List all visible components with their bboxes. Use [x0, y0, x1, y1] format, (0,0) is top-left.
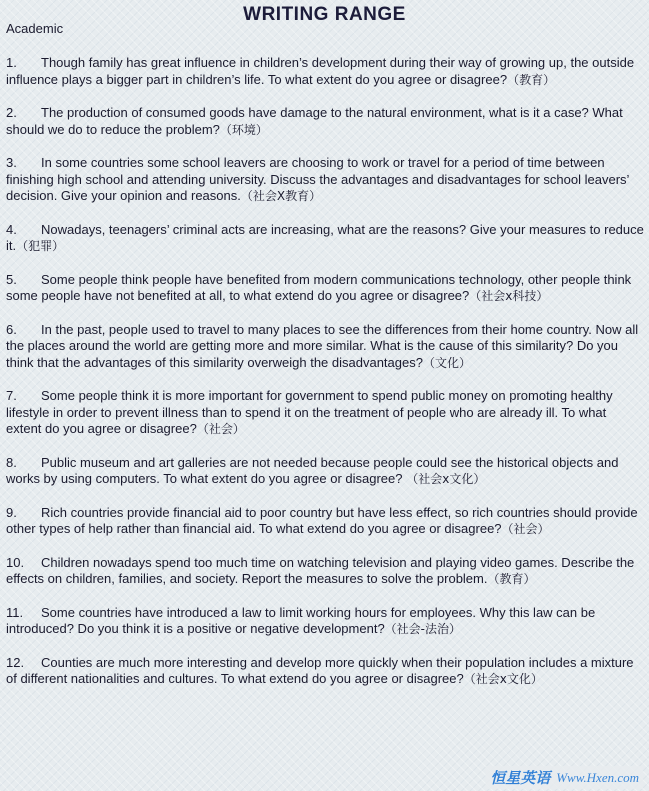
topic-category: （社会） [196, 422, 245, 436]
topic-number: 12. [6, 654, 25, 670]
topic-item [6, 55, 644, 88]
topic-category: （社会x文化） [463, 672, 543, 686]
topic-item [6, 222, 644, 255]
topic-list [6, 55, 644, 705]
topic-category: （社会-法治） [384, 622, 462, 636]
topic-number: 1. [6, 55, 17, 70]
topic-category: （环境） [219, 122, 268, 137]
topic-item [6, 322, 644, 372]
page-title: WRITING RANGE [243, 4, 406, 25]
topic-number: 8. [6, 454, 17, 470]
topic-number: 11. [6, 604, 24, 620]
topic-text: Some people think it is more important for government to spend public money on promoting healthy lifestyle in order to prevent illness than to spend it on the treatment of people who are already ill. To what extent do you agree or disagree? [6, 388, 613, 436]
watermark-url: Www.Hxen.com [556, 769, 639, 785]
section-label: Academic [6, 21, 64, 36]
topic-number: 10. [6, 554, 25, 570]
topic-text: Though family has great influence in children’s development during their way of growing up, the outside influence plays a bigger part in children’s life. To what extent do you agree or disagree? [6, 55, 635, 87]
topic-number: 2. [6, 105, 17, 120]
topic-category: （教育） [507, 72, 556, 87]
topic-item [6, 555, 644, 588]
topic-text: In the past, people used to travel to many places to see the differences from their home country. Now all the places around the world are getting more and more similar. What is the cause of this similarity? Do you think that the advantages of this similarity overweigh the disadvantages? [6, 321, 639, 370]
topic-item [6, 388, 644, 438]
topic-category: （文化） [422, 355, 471, 370]
topic-text: Some people think people have benefited from modern communications technology, other people think some people have not benefited at all, to what extend do you agree or disagree? [6, 271, 632, 303]
topic-number: 9. [6, 504, 17, 520]
topic-number: 5. [6, 271, 17, 287]
topic-text: The production of consumed goods have damage to the natural environment, what is it a case? What should we do to reduce the problem? [6, 105, 623, 137]
topic-category: （社会X教育） [240, 189, 322, 203]
topic-category: （社会x文化） [402, 472, 486, 486]
topic-item [6, 455, 644, 488]
topic-item [6, 505, 644, 538]
topic-text: Children nowadays spend too much time on watching television and playing video games. Describe the effects on children, families, and society. Report the measures to solve the problem. [6, 554, 635, 586]
topic-item [6, 272, 644, 305]
topic-number: 7. [6, 388, 17, 403]
topic-category: （犯罪） [16, 239, 65, 253]
topic-text: Some countries have introduced a law to limit working hours for employees. Why this law can be introduced? Do you think it is a positive or negative development? [6, 604, 596, 636]
watermark [486, 766, 643, 789]
topic-category: （教育） [487, 572, 536, 586]
topic-item [6, 105, 644, 138]
topic-number: 6. [6, 321, 17, 337]
topic-number: 3. [6, 155, 17, 170]
topic-item [6, 605, 644, 638]
topic-text: Rich countries provide financial aid to poor country but have less effect, so rich countries should provide other types of help rather than financial aid. To what extend do you agree or disagree? [6, 504, 638, 536]
topic-text: Nowadays, teenagers’ criminal acts are increasing, what are the reasons? Give your measures to reduce it. [6, 221, 644, 253]
topic-number: 4. [6, 221, 17, 237]
topic-text: Counties are much more interesting and develop more quickly when their population includes a mixture of different nationalities and cultures. To what extend do you agree or disagree? [6, 654, 634, 686]
topic-text: In some countries some school leavers are choosing to work or travel for a period of time between finishing high school and attending university. Discuss the advantages and disadvantages for school leavers’ decision. Give your opinion and reasons. [6, 155, 629, 203]
topic-text: Public museum and art galleries are not needed because people could see the historical objects and works by using computers. To what extent do you agree or disagree? [6, 454, 619, 486]
topic-item [6, 155, 644, 205]
topic-category: （社会） [501, 522, 550, 536]
topic-category: （社会x科技） [469, 289, 549, 303]
topic-item [6, 655, 644, 688]
watermark-logo: 恒星英语 [490, 769, 551, 787]
